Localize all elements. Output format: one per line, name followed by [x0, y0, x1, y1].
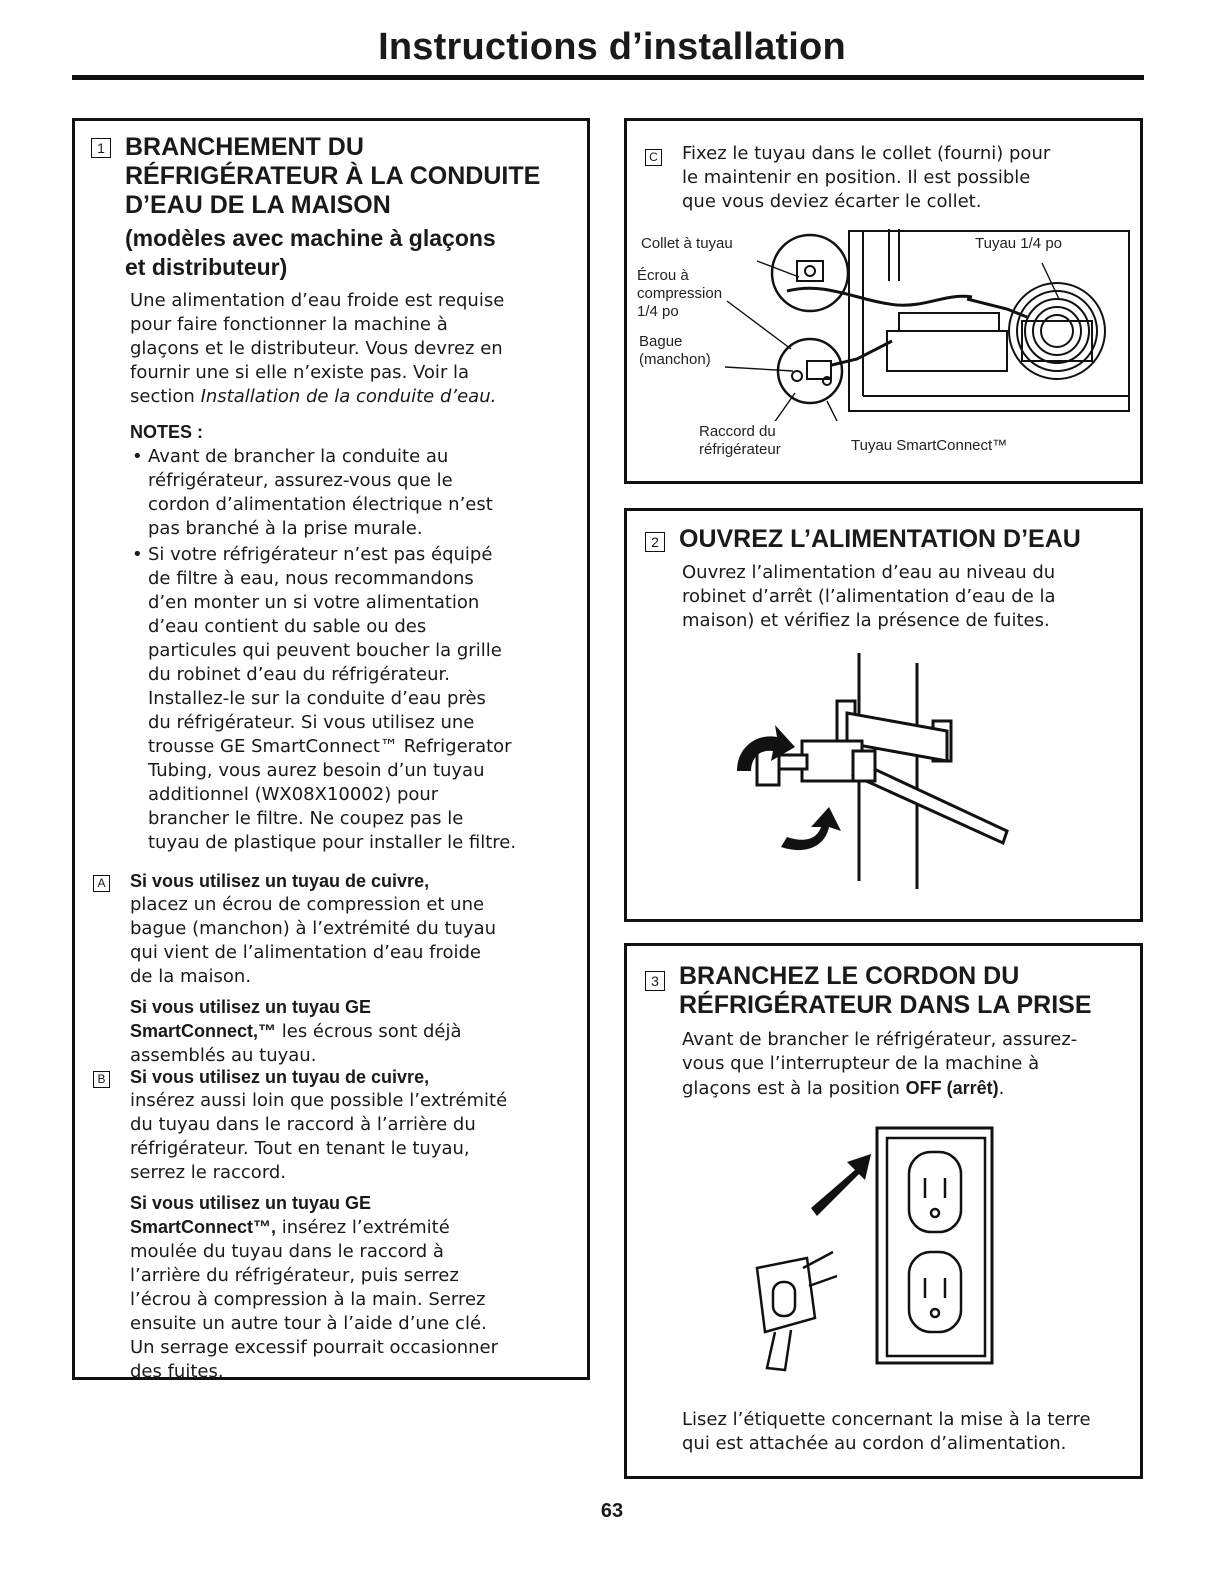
label-line: Raccord du — [699, 423, 776, 440]
section-1-box — [72, 118, 590, 1380]
step-a-bold-2b: SmartConnect,™ — [130, 1021, 277, 1041]
label-line: Bague — [639, 333, 683, 350]
step-b-line — [130, 1215, 586, 1240]
section-2-line: Ouvrez l’alimentation d’eau au niveau du — [682, 562, 1056, 583]
note-line: pas branché à la prise murale. — [148, 518, 423, 539]
note-bullet-2 — [130, 543, 586, 855]
step-a-marker: A — [93, 875, 110, 892]
shutoff-valve-illustration — [717, 651, 1017, 901]
notes-list — [130, 445, 586, 855]
step-b-line: des fuites. — [130, 1361, 224, 1382]
label-line: réfrigérateur — [699, 441, 781, 458]
intro-line — [130, 385, 586, 409]
note-line: Installez-le sur la conduite d’eau près — [148, 688, 486, 709]
intro-prefix: section — [130, 386, 201, 407]
step-c-box — [624, 118, 1143, 484]
plug-outlet-illustration — [737, 1118, 1007, 1378]
step-a-line: de la maison. — [130, 966, 252, 987]
section-2-box — [624, 508, 1143, 922]
intro-line: Une alimentation d’eau froide est requise — [130, 290, 505, 311]
note-line: additionnel (WX08X10002) pour — [148, 784, 439, 805]
title-rule — [72, 75, 1144, 80]
intro-line: glaçons et le distributeur. Vous devrez en — [130, 338, 503, 359]
notes-label: NOTES : — [130, 422, 204, 442]
step-c-line: Fixez le tuyau dans le collet (fourni) pour — [682, 143, 1051, 164]
intro-line: pour faire fonctionner la machine à — [130, 314, 448, 335]
intro-line: fournir une si elle n’existe pas. Voir la — [130, 362, 470, 383]
step-b-line: l’écrou à compression à la main. Serrez — [130, 1289, 486, 1310]
section-3-footer-line: qui est attachée au cordon d’alimentation. — [682, 1433, 1067, 1454]
step-b-text: insérez l’extrémité — [276, 1217, 450, 1238]
step-a-bold-2: Si vous utilisez un tuyau GE — [130, 997, 372, 1017]
note-line: particules qui peuvent boucher la grille — [148, 640, 502, 661]
step-a-text: les écrous sont déjà — [276, 1021, 462, 1042]
note-line: de filtre à eau, nous recommandons — [148, 568, 474, 589]
label-line: compression — [637, 285, 723, 302]
step-a-line: bague (manchon) à l’extrémité du tuyau — [130, 918, 497, 939]
section-1-heading-line: BRANCHEMENT DU — [125, 133, 364, 161]
step-b-line: serrez le raccord. — [130, 1162, 287, 1183]
step-2-marker: 2 — [645, 532, 665, 552]
note-line: trousse GE SmartConnect™ Refrigerator — [148, 736, 512, 757]
section-3-heading-line: RÉFRIGÉRATEUR DANS LA PRISE — [679, 991, 1092, 1019]
section-1-subheading-line: et distributeur) — [125, 254, 288, 280]
label-smartconnect: Tuyau SmartConnect™ — [851, 437, 1008, 454]
section-2-line: maison) et vérifiez la présence de fuites. — [682, 610, 1050, 631]
section-3-footer-line: Lisez l’étiquette concernant la mise à la terre — [682, 1409, 1091, 1430]
step-b-marker: B — [93, 1071, 110, 1088]
section-3-line — [682, 1076, 1137, 1101]
label-bague — [639, 333, 711, 369]
step-b-bold-2: Si vous utilisez un tuyau GE — [130, 1193, 372, 1213]
step-b-bold-2b: SmartConnect™, — [130, 1217, 277, 1237]
label-raccord — [699, 423, 781, 459]
step-b-bold-1: Si vous utilisez un tuyau de cuivre, — [130, 1067, 430, 1087]
section-3-box — [624, 943, 1143, 1479]
step-b-line: du tuyau dans le raccord à l’arrière du — [130, 1114, 476, 1135]
step-a-line: qui vient de l’alimentation d’eau froide — [130, 942, 481, 963]
page-number: 63 — [600, 1500, 624, 1522]
step-b-line: insérez aussi loin que possible l’extrémité — [130, 1090, 508, 1111]
step-a-bold-1: Si vous utilisez un tuyau de cuivre, — [130, 871, 430, 891]
section-3-heading-line: BRANCHEZ LE CORDON DU — [679, 962, 1020, 990]
note-line: Tubing, vous aurez besoin d’un tuyau — [148, 760, 485, 781]
note-line: d’eau contient du sable ou des — [148, 616, 427, 637]
step-a-line: assemblés au tuyau. — [130, 1045, 317, 1066]
intro-italic-ref: Installation de la conduite d’eau. — [200, 386, 497, 407]
step-c-line: que vous deviez écarter le collet. — [682, 191, 982, 212]
note-bullet-1 — [130, 445, 586, 541]
note-line: • Si votre réfrigérateur n’est pas équipé — [148, 544, 493, 565]
step-c-line: le maintenir en position. Il est possible — [682, 167, 1031, 188]
step-a-line: placez un écrou de compression et une — [130, 894, 485, 915]
step-b-line: réfrigérateur. Tout en tenant le tuyau, — [130, 1138, 470, 1159]
step-c-marker: C — [645, 149, 662, 166]
note-line: • Avant de brancher la conduite au — [148, 446, 449, 467]
section-2-heading: OUVREZ L’ALIMENTATION D’EAU — [679, 525, 1081, 553]
section-1-heading-line: RÉFRIGÉRATEUR À LA CONDUITE — [125, 162, 541, 190]
note-line: cordon d’alimentation électrique n’est — [148, 494, 493, 515]
step-b-line: moulée du tuyau dans le raccord à — [130, 1241, 444, 1262]
section-3-prefix: glaçons est à la position — [682, 1078, 906, 1099]
note-line: d’en monter un si votre alimentation — [148, 592, 480, 613]
note-line: réfrigérateur, assurez-vous que le — [148, 470, 453, 491]
step-3-marker: 3 — [645, 971, 665, 991]
off-position-label: OFF (arrêt) — [905, 1078, 999, 1098]
section-1-subheading-line: (modèles avec machine à glaçons — [125, 225, 496, 251]
note-line: du réfrigérateur. Si vous utilisez une — [148, 712, 475, 733]
label-tuyau-14: Tuyau 1/4 po — [975, 235, 1063, 252]
step-1-marker: 1 — [91, 138, 111, 158]
step-a-line — [130, 1019, 586, 1044]
label-line: 1/4 po — [637, 303, 679, 320]
label-line: Écrou à — [637, 267, 689, 284]
label-ecrou — [637, 267, 722, 321]
step-b-line: l’arrière du réfrigérateur, puis serrez — [130, 1265, 459, 1286]
section-2-line: robinet d’arrêt (l’alimentation d’eau de la — [682, 586, 1056, 607]
page-title: Instructions d’installation — [378, 26, 846, 68]
note-line: brancher le filtre. Ne coupez pas le — [148, 808, 464, 829]
label-collet: Collet à tuyau — [641, 235, 733, 252]
step-b-line: ensuite un autre tour à l’aide d’une clé. — [130, 1313, 487, 1334]
note-line: tuyau de plastique pour installer le filtre. — [148, 832, 517, 853]
section-3-line: vous que l’interrupteur de la machine à — [682, 1053, 1040, 1074]
section-3-suffix: . — [998, 1078, 1005, 1099]
step-b-line: Un serrage excessif pourrait occasionner — [130, 1337, 499, 1358]
section-3-line: Avant de brancher le réfrigérateur, assurez- — [682, 1029, 1078, 1050]
label-line: (manchon) — [639, 351, 711, 368]
note-line: du robinet d’eau du réfrigérateur. — [148, 664, 450, 685]
section-1-heading-line: D’EAU DE LA MAISON — [125, 191, 391, 219]
